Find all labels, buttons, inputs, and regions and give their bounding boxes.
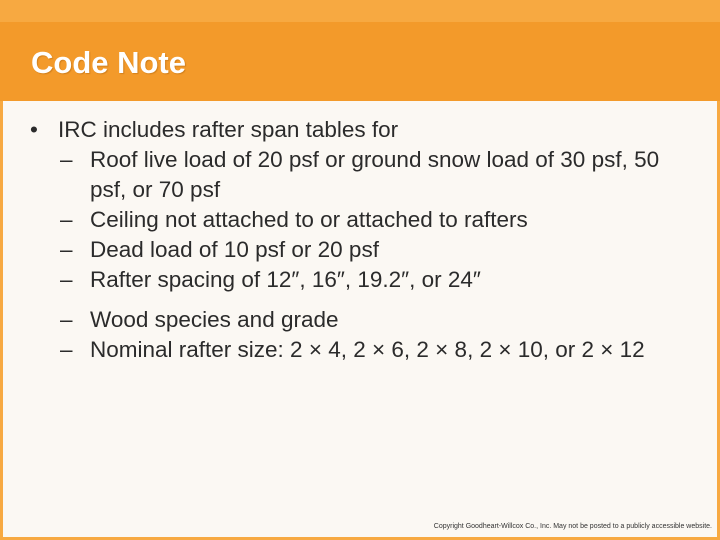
sub-item-text: Dead load of 10 psf or 20 psf: [90, 237, 379, 262]
dash-icon: –: [60, 147, 73, 172]
dash-icon: –: [60, 237, 73, 262]
sub-item-size: [30, 335, 690, 365]
content-body: [30, 115, 690, 365]
sub-item-dead-load: [30, 235, 690, 265]
bullet-icon: •: [30, 117, 38, 142]
sub-item-text: Wood species and grade: [90, 307, 339, 332]
bullet-text: IRC includes rafter span tables for: [58, 117, 399, 142]
copyright-notice: Copyright Goodheart-Willcox Co., Inc. May not be posted to a publicly accessible website.: [433, 523, 712, 530]
sub-item-ceiling: [30, 205, 690, 235]
sub-item-text: Roof live load of 20 psf or ground snow load of 30 psf, 50 psf, or 70 psf: [90, 147, 660, 202]
slide-title: Code Note: [31, 45, 186, 80]
sub-item-text: Ceiling not attached to or attached to rafters: [90, 207, 528, 232]
sub-item-text: Rafter spacing of 12″, 16″, 19.2″, or 24″: [90, 267, 481, 292]
sub-item-spacing: [30, 265, 690, 295]
sub-item-species: [30, 305, 690, 335]
dash-icon: –: [60, 307, 73, 332]
sub-item-text: Nominal rafter size: 2 × 4, 2 × 6, 2 × 8, 2 × 10, or 2 × 12: [90, 337, 645, 362]
bullet-item: [30, 115, 690, 145]
dash-icon: –: [60, 337, 73, 362]
dash-icon: –: [60, 207, 73, 232]
sub-item-roof-load: [30, 145, 690, 205]
dash-icon: –: [60, 267, 73, 292]
